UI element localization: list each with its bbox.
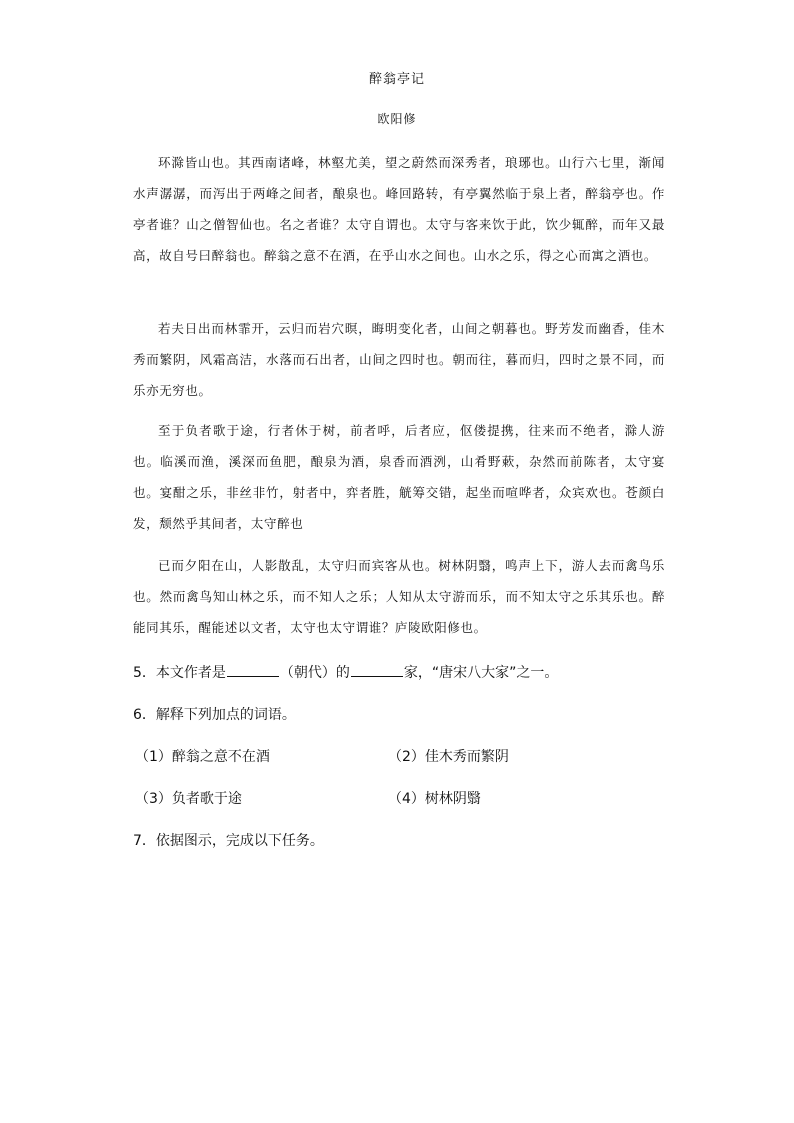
question-6-item-2: （2）佳木秀而繁阴 (388, 749, 509, 765)
essay-paragraph-1: 环滁皆山也。其西南诸峰，林壑尤美，望之蔚然而深秀者，琅琊也。山行六七里，渐闻水声潺潺，而泻出于两峰之间者，酿泉也。峰回路转，有亭翼然临于泉上者，醉翁亭也。作亭者谁？山之僧智仙也。名之者谁？太守自谓也。太守与客来饮于此，饮少辄醉，而年又最高，故自号曰醉翁也。醉翁之意不在酒，在乎山水之间也。山水之乐，得之心而寓之酒也。 (133, 155, 665, 263)
answer-blank-role[interactable] (351, 662, 403, 677)
question-7-stem: 7．依据图示，完成以下任务。 (133, 833, 324, 849)
question-5-prefix: 5．本文作者是 (133, 665, 226, 681)
answer-blank-dynasty[interactable] (227, 662, 279, 677)
essay-paragraph-2: 若夫日出而林霏开，云归而岩穴暝，晦明变化者，山间之朝暮也。野芳发而幽香，佳木秀而繁阴，风霜高洁，水落而石出者，山间之四时也。朝而往，暮而归，四时之景不同，而乐亦无穷也。 (133, 321, 665, 398)
question-5-suffix: 家，“唐宋八大家”之一。 (403, 665, 559, 681)
question-5-middle: （朝代）的 (279, 665, 350, 681)
essay-paragraph-4: 已而夕阳在山，人影散乱，太守归而宾客从也。树林阴翳，鸣声上下，游人去而禽鸟乐也。然而禽鸟知山林之乐，而不知人之乐；人知从太守游而乐，而不知太守之乐其乐也。醉能同其乐，醒能述以文者，太守也太守谓谁？庐陵欧阳修也。 (133, 558, 665, 635)
question-6-item-3: （3）负者歌于途 (135, 791, 242, 807)
question-5 (133, 662, 558, 682)
essay-title: 醉翁亭记 (368, 72, 425, 87)
question-6-item-1: （1）醉翁之意不在酒 (135, 749, 270, 765)
essay-author: 欧阳修 (377, 112, 417, 126)
essay-paragraph-3: 至于负者歌于途，行者休于树，前者呼，后者应，伛偻提携，往来而不绝者，滁人游也。临溪而渔，溪深而鱼肥，酿泉为酒，泉香而酒洌，山肴野蔌，杂然而前陈者，太守宴也。宴酣之乐，非丝非竹，射者中，弈者胜，觥筹交错，起坐而喧哗者，众宾欢也。苍颜白发，颓然乎其间者，太守醉也 (133, 423, 665, 531)
question-6-stem: 6．解释下列加点的词语。 (133, 707, 296, 723)
question-6-item-4: （4）树林阴翳 (388, 791, 481, 807)
